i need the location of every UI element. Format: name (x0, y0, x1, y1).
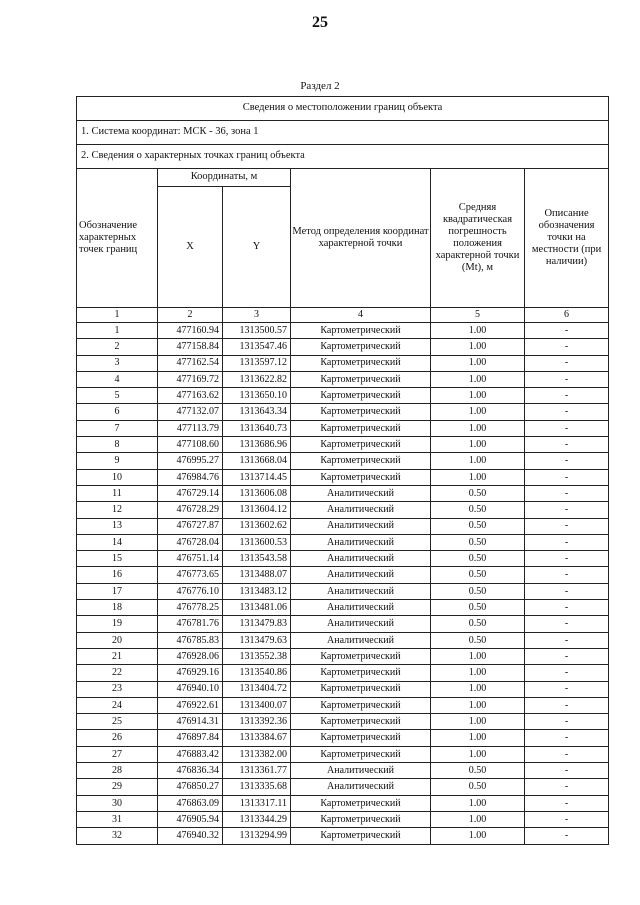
cell-error: 1.00 (431, 420, 525, 436)
cell-description: - (525, 665, 609, 681)
cell-x: 476778.25 (158, 600, 223, 616)
cell-x: 476940.32 (158, 828, 223, 844)
cell-error: 1.00 (431, 453, 525, 469)
cell-y: 1313294.99 (223, 828, 291, 844)
cell-y: 1313622.82 (223, 371, 291, 387)
cell-point-id: 3 (77, 355, 158, 371)
cell-y: 1313392.36 (223, 714, 291, 730)
cell-description: - (525, 502, 609, 518)
cell-y: 1313668.04 (223, 453, 291, 469)
cell-method: Картометрический (291, 828, 431, 844)
table-row (77, 714, 609, 730)
cell-y: 1313600.53 (223, 534, 291, 550)
cell-x: 476728.29 (158, 502, 223, 518)
header-method: Метод определения координат характерной точки (291, 169, 431, 308)
cell-y: 1313479.83 (223, 616, 291, 632)
cell-method: Аналитический (291, 600, 431, 616)
cell-y: 1313597.12 (223, 355, 291, 371)
cell-description: - (525, 355, 609, 371)
cell-error: 1.00 (431, 811, 525, 827)
cell-point-id: 11 (77, 485, 158, 501)
cell-x: 476729.14 (158, 485, 223, 501)
table-row (77, 648, 609, 664)
cell-method: Картометрический (291, 323, 431, 339)
cell-x: 476929.16 (158, 665, 223, 681)
cell-description: - (525, 697, 609, 713)
cell-method: Картометрический (291, 437, 431, 453)
cell-description: - (525, 730, 609, 746)
cell-description: - (525, 437, 609, 453)
table-row (77, 502, 609, 518)
table-title: Сведения о местоположении границ объекта (77, 97, 609, 121)
cell-point-id: 5 (77, 388, 158, 404)
cell-point-id: 23 (77, 681, 158, 697)
table-row (77, 518, 609, 534)
cell-point-id: 7 (77, 420, 158, 436)
cell-y: 1313643.34 (223, 404, 291, 420)
cell-description: - (525, 811, 609, 827)
cell-x: 476785.83 (158, 632, 223, 648)
table-row (77, 371, 609, 387)
cell-y: 1313606.08 (223, 485, 291, 501)
cell-error: 1.00 (431, 795, 525, 811)
cell-y: 1313640.73 (223, 420, 291, 436)
cell-point-id: 9 (77, 453, 158, 469)
cell-y: 1313382.00 (223, 746, 291, 762)
cell-y: 1313488.07 (223, 567, 291, 583)
cell-y: 1313686.96 (223, 437, 291, 453)
table-row (77, 437, 609, 453)
header-y: Y (223, 187, 291, 308)
cell-x: 476727.87 (158, 518, 223, 534)
cell-method: Картометрический (291, 795, 431, 811)
cell-method: Картометрический (291, 681, 431, 697)
cell-method: Картометрический (291, 420, 431, 436)
cell-method: Картометрический (291, 388, 431, 404)
cell-y: 1313714.45 (223, 469, 291, 485)
cell-error: 0.50 (431, 551, 525, 567)
cell-error: 1.00 (431, 355, 525, 371)
cell-y: 1313400.07 (223, 697, 291, 713)
cell-point-id: 1 (77, 323, 158, 339)
cell-error: 1.00 (431, 437, 525, 453)
column-number: 6 (525, 308, 609, 323)
cell-description: - (525, 828, 609, 844)
cell-method: Аналитический (291, 616, 431, 632)
cell-method: Аналитический (291, 632, 431, 648)
cell-x: 476776.10 (158, 583, 223, 599)
cell-description: - (525, 567, 609, 583)
cell-point-id: 26 (77, 730, 158, 746)
table-row (77, 616, 609, 632)
cell-y: 1313344.29 (223, 811, 291, 827)
cell-method: Картометрический (291, 453, 431, 469)
cell-y: 1313602.62 (223, 518, 291, 534)
table-row (77, 469, 609, 485)
cell-description: - (525, 681, 609, 697)
cell-error: 0.50 (431, 779, 525, 795)
cell-point-id: 21 (77, 648, 158, 664)
cell-point-id: 18 (77, 600, 158, 616)
cell-description: - (525, 779, 609, 795)
cell-x: 476836.34 (158, 763, 223, 779)
cell-x: 477163.62 (158, 388, 223, 404)
cell-method: Картометрический (291, 746, 431, 762)
cell-method: Аналитический (291, 567, 431, 583)
cell-description: - (525, 763, 609, 779)
cell-x: 476773.65 (158, 567, 223, 583)
cell-y: 1313483.12 (223, 583, 291, 599)
cell-point-id: 4 (77, 371, 158, 387)
header-designation: Обозначение характерных точек границ (77, 169, 158, 308)
cell-error: 1.00 (431, 697, 525, 713)
cell-description: - (525, 469, 609, 485)
cell-y: 1313552.38 (223, 648, 291, 664)
cell-method: Картометрический (291, 339, 431, 355)
cell-error: 1.00 (431, 714, 525, 730)
cell-x: 476850.27 (158, 779, 223, 795)
cell-x: 476984.76 (158, 469, 223, 485)
cell-x: 476883.42 (158, 746, 223, 762)
cell-method: Картометрический (291, 811, 431, 827)
cell-y: 1313481.06 (223, 600, 291, 616)
cell-error: 1.00 (431, 404, 525, 420)
cell-error: 1.00 (431, 730, 525, 746)
cell-description: - (525, 534, 609, 550)
cell-y: 1313361.77 (223, 763, 291, 779)
cell-point-id: 32 (77, 828, 158, 844)
cell-point-id: 17 (77, 583, 158, 599)
cell-x: 476781.76 (158, 616, 223, 632)
cell-error: 0.50 (431, 616, 525, 632)
table-row (77, 323, 609, 339)
cell-description: - (525, 714, 609, 730)
cell-method: Аналитический (291, 779, 431, 795)
cell-point-id: 27 (77, 746, 158, 762)
cell-method: Картометрический (291, 404, 431, 420)
cell-point-id: 29 (77, 779, 158, 795)
cell-x: 476922.61 (158, 697, 223, 713)
cell-description: - (525, 551, 609, 567)
cell-description: - (525, 404, 609, 420)
cell-point-id: 13 (77, 518, 158, 534)
column-number: 5 (431, 308, 525, 323)
cell-x: 477169.72 (158, 371, 223, 387)
table-row (77, 746, 609, 762)
cell-x: 476897.84 (158, 730, 223, 746)
column-number: 2 (158, 308, 223, 323)
cell-point-id: 24 (77, 697, 158, 713)
cell-error: 0.50 (431, 632, 525, 648)
cell-y: 1313479.63 (223, 632, 291, 648)
cell-y: 1313404.72 (223, 681, 291, 697)
cell-x: 476751.14 (158, 551, 223, 567)
cell-description: - (525, 388, 609, 404)
cell-description: - (525, 453, 609, 469)
cell-error: 1.00 (431, 371, 525, 387)
table-row (77, 681, 609, 697)
cell-description: - (525, 795, 609, 811)
cell-x: 476940.10 (158, 681, 223, 697)
table-row (77, 485, 609, 501)
column-number: 4 (291, 308, 431, 323)
cell-method: Аналитический (291, 551, 431, 567)
cell-method: Картометрический (291, 355, 431, 371)
table-row (77, 811, 609, 827)
cell-y: 1313335.68 (223, 779, 291, 795)
cell-y: 1313384.67 (223, 730, 291, 746)
cell-error: 1.00 (431, 648, 525, 664)
table-row (77, 779, 609, 795)
cell-error: 1.00 (431, 828, 525, 844)
cell-description: - (525, 518, 609, 534)
cell-description: - (525, 485, 609, 501)
cell-error: 1.00 (431, 339, 525, 355)
cell-method: Аналитический (291, 518, 431, 534)
cell-error: 0.50 (431, 502, 525, 518)
cell-point-id: 25 (77, 714, 158, 730)
cell-error: 1.00 (431, 323, 525, 339)
cell-error: 1.00 (431, 665, 525, 681)
cell-method: Картометрический (291, 648, 431, 664)
cell-method: Картометрический (291, 665, 431, 681)
cell-point-id: 15 (77, 551, 158, 567)
cell-y: 1313540.86 (223, 665, 291, 681)
cell-x: 477158.84 (158, 339, 223, 355)
cell-method: Аналитический (291, 763, 431, 779)
cell-point-id: 19 (77, 616, 158, 632)
cell-error: 0.50 (431, 763, 525, 779)
table-body (77, 323, 609, 845)
cell-x: 476863.09 (158, 795, 223, 811)
boundary-table (76, 96, 609, 845)
points-title: 2. Сведения о характерных точках границ объекта (77, 145, 609, 169)
cell-description: - (525, 420, 609, 436)
cell-point-id: 16 (77, 567, 158, 583)
table-row (77, 665, 609, 681)
cell-error: 1.00 (431, 746, 525, 762)
cell-y: 1313604.12 (223, 502, 291, 518)
table-row (77, 388, 609, 404)
cell-x: 477108.60 (158, 437, 223, 453)
header-coordinates: Координаты, м (158, 169, 291, 187)
header-description: Описание обозначения точки на местности (при наличии) (525, 169, 609, 308)
header-error: Средняя квадратическая погрешность положения характерной точки (Mt), м (431, 169, 525, 308)
cell-x: 476914.31 (158, 714, 223, 730)
cell-x: 476928.06 (158, 648, 223, 664)
table-row (77, 763, 609, 779)
cell-description: - (525, 583, 609, 599)
cell-method: Аналитический (291, 583, 431, 599)
cell-x: 477113.79 (158, 420, 223, 436)
table-row (77, 567, 609, 583)
cell-point-id: 8 (77, 437, 158, 453)
cell-error: 1.00 (431, 469, 525, 485)
cell-x: 477160.94 (158, 323, 223, 339)
cell-point-id: 22 (77, 665, 158, 681)
cell-method: Картометрический (291, 469, 431, 485)
cell-method: Аналитический (291, 485, 431, 501)
cell-method: Аналитический (291, 534, 431, 550)
table-row (77, 339, 609, 355)
table-row (77, 583, 609, 599)
cell-description: - (525, 632, 609, 648)
cell-description: - (525, 648, 609, 664)
cell-point-id: 10 (77, 469, 158, 485)
cell-y: 1313500.57 (223, 323, 291, 339)
cell-error: 0.50 (431, 567, 525, 583)
cell-x: 476728.04 (158, 534, 223, 550)
table-row (77, 632, 609, 648)
column-number: 3 (223, 308, 291, 323)
column-numbers-row (77, 308, 609, 323)
section-label: Раздел 2 (300, 80, 340, 92)
cell-description: - (525, 600, 609, 616)
table-row (77, 404, 609, 420)
cell-point-id: 12 (77, 502, 158, 518)
cell-error: 0.50 (431, 534, 525, 550)
cell-point-id: 2 (77, 339, 158, 355)
coord-system: 1. Система координат: МСК - 36, зона 1 (77, 121, 609, 145)
cell-x: 476995.27 (158, 453, 223, 469)
page-number: 25 (312, 14, 328, 31)
cell-error: 0.50 (431, 518, 525, 534)
cell-error: 1.00 (431, 681, 525, 697)
table-row (77, 600, 609, 616)
table-row (77, 795, 609, 811)
cell-point-id: 6 (77, 404, 158, 420)
cell-error: 1.00 (431, 388, 525, 404)
cell-point-id: 14 (77, 534, 158, 550)
cell-description: - (525, 616, 609, 632)
table-row (77, 551, 609, 567)
cell-y: 1313547.46 (223, 339, 291, 355)
cell-description: - (525, 323, 609, 339)
table-row (77, 355, 609, 371)
cell-description: - (525, 371, 609, 387)
cell-x: 476905.94 (158, 811, 223, 827)
cell-method: Картометрический (291, 697, 431, 713)
table-row (77, 453, 609, 469)
cell-method: Картометрический (291, 371, 431, 387)
cell-error: 0.50 (431, 485, 525, 501)
cell-error: 0.50 (431, 600, 525, 616)
cell-point-id: 31 (77, 811, 158, 827)
cell-y: 1313543.58 (223, 551, 291, 567)
cell-point-id: 20 (77, 632, 158, 648)
table-row (77, 828, 609, 844)
cell-method: Аналитический (291, 502, 431, 518)
cell-description: - (525, 746, 609, 762)
cell-point-id: 30 (77, 795, 158, 811)
cell-method: Картометрический (291, 730, 431, 746)
cell-x: 477162.54 (158, 355, 223, 371)
cell-y: 1313650.10 (223, 388, 291, 404)
table-row (77, 730, 609, 746)
table-row (77, 534, 609, 550)
column-number: 1 (77, 308, 158, 323)
cell-method: Картометрический (291, 714, 431, 730)
cell-point-id: 28 (77, 763, 158, 779)
cell-x: 477132.07 (158, 404, 223, 420)
table-row (77, 420, 609, 436)
header-x: X (158, 187, 223, 308)
cell-y: 1313317.11 (223, 795, 291, 811)
table-row (77, 697, 609, 713)
cell-error: 0.50 (431, 583, 525, 599)
cell-description: - (525, 339, 609, 355)
